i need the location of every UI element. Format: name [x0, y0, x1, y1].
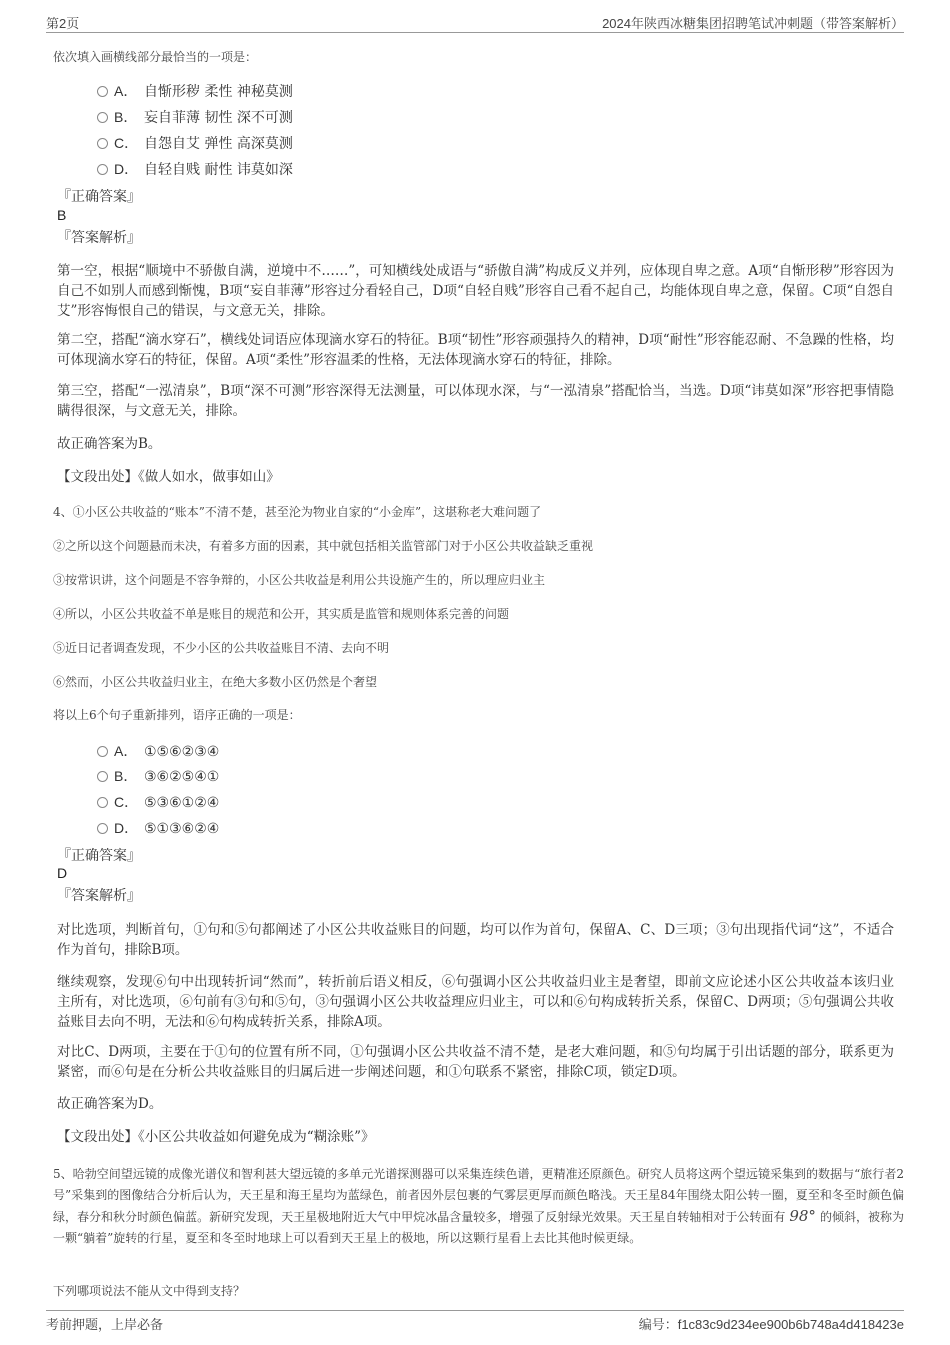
option-text: 妄自菲薄 韧性 深不可测	[144, 110, 293, 126]
header-rule	[46, 32, 904, 33]
q3-analysis-3: 第三空，搭配“一泓清泉”，B项“深不可测”形容深得无法测量，可以体现水深，与“一泓清泉”搭配恰当，当选。D项“讳莫如深”形容把事情隐瞒得很深，与文意无关，排除。	[57, 383, 894, 419]
q3-source: 【文段出处】《做人如水，做事如山》	[57, 469, 280, 485]
q4-analysis-heading: 『答案解析』	[57, 888, 141, 904]
option-text: 自轻自贱 耐性 讳莫如深	[144, 162, 293, 178]
option-key: C．	[114, 794, 139, 810]
q4-analysis-4: 故正确答案为D。	[57, 1096, 163, 1112]
q4-prompt: 将以上6个句子重新排列，语序正确的一项是：	[53, 708, 301, 722]
option-text: 自怨自艾 弹性 高深莫测	[144, 136, 293, 152]
q4-source: 【文段出处】《小区公共收益如何避免成为“糊涂账”》	[57, 1129, 375, 1145]
option-text: 自惭形秽 柔性 神秘莫测	[144, 84, 293, 100]
q4-analysis-1: 对比选项，判断首句，①句和⑤句都阐述了小区公共收益账目的问题，均可以作为首句，保留A、C、D三项；③句出现指代词“这”，不适合作为首句，排除B项。	[57, 922, 894, 958]
q3-analysis-4: 故正确答案为B。	[57, 436, 162, 452]
q4-option-b[interactable]	[97, 766, 219, 786]
option-key: D．	[114, 820, 139, 836]
q4-sentence-3: ③按常识讲，这个问题是不容争辩的，小区公共收益是利用公共设施产生的，所以理应归业主	[53, 573, 546, 587]
option-text: ①⑤⑥②③④	[144, 744, 220, 760]
radio-icon[interactable]	[97, 86, 108, 97]
q3-analysis-1: 第一空，根据“顺境中不骄傲自满，逆境中不……”，可知横线处成语与“骄傲自满”构成反义并列，应体现自卑之意。A项“自惭形秽”形容因为自己不如别人而感到惭愧，B项“妄自菲薄”形容过分看轻自己，D项“自轻自贱”形容自己看不起自己，均能体现自卑之意，保留。C项“自怨自艾”形容悔恨自己的错误，与文意无关，排除。	[57, 263, 894, 319]
q3-prompt: 依次填入画横线部分最恰当的一项是：	[53, 50, 258, 64]
q3-answer-heading: 『正确答案』	[57, 189, 141, 205]
q5-prompt: 下列哪项说法不能从文中得到支持？	[53, 1284, 246, 1298]
q4-sentence-4: ④所以，小区公共收益不单是账目的规范和公开，其实质是监管和规则体系完善的问题	[53, 607, 510, 621]
document-id: 编号：f1c83c9d234ee900b6b748a4d418423e	[638, 1317, 904, 1332]
option-text: ③⑥②⑤④①	[144, 769, 220, 785]
q4-answer: D	[57, 865, 68, 881]
footer-slogan: 考前押题，上岸必备	[46, 1317, 164, 1332]
document-title: 2024年陕西冰糖集团招聘笔试冲刺题（带答案解析）	[602, 16, 904, 31]
page-number: 第2页	[46, 16, 80, 31]
option-key: A．	[114, 83, 138, 99]
footer-rule	[46, 1310, 904, 1311]
q3-option-b[interactable]	[97, 107, 293, 127]
option-text: ⑤③⑥①②④	[144, 795, 220, 811]
radio-icon[interactable]	[97, 797, 108, 808]
tilt-angle: 98°	[789, 1207, 816, 1225]
radio-icon[interactable]	[97, 164, 108, 175]
option-key: D．	[114, 161, 139, 177]
q4-sentence-5: ⑤近日记者调查发现，不少小区的公共收益账目不清、去向不明	[53, 641, 390, 655]
q3-analysis-2: 第二空，搭配“滴水穿石”，横线处词语应体现滴水穿石的特征。B项“韧性”形容顽强持久的精神，D项“耐性”形容能忍耐、不急躁的性格，均可体现滴水穿石的特征，保留。A项“柔性”形容温柔的性格，无法体现滴水穿石的特征，排除。	[57, 332, 894, 368]
option-key: B．	[114, 768, 138, 784]
q3-analysis-heading: 『答案解析』	[57, 230, 141, 246]
radio-icon[interactable]	[97, 138, 108, 149]
radio-icon[interactable]	[97, 771, 108, 782]
q4-option-a[interactable]	[97, 741, 219, 761]
q4-option-d[interactable]	[97, 818, 219, 838]
q4-stem: 4、①小区公共收益的“账本”不清不楚，甚至沦为物业自家的“小金库”，这堪称老大难问题了	[53, 505, 542, 519]
option-key: B．	[114, 109, 138, 125]
q5-stem-text-cont: 的倾斜，被称为一颗“躺着”旋转的行星，夏至和冬至时地球上可以看到天王星上的极地，所以这颗行星看上去比其他时候更绿。	[53, 1210, 904, 1245]
q4-analysis-2: 继续观察，发现⑥句中出现转折词“然而”，转折前后语义相反，⑥句强调小区公共收益归业主是奢望，即前文应论述小区公共收益本该归业主所有，对比选项，⑥句前有③句和⑤句，③句强调小区公共收益理应归业主，可以和⑥句构成转折关系，保留C、D两项；⑤句强调公共收益账目去向不明，无法和⑥句构成转折关系，排除A项。	[57, 974, 894, 1030]
q4-answer-heading: 『正确答案』	[57, 848, 141, 864]
radio-icon[interactable]	[97, 823, 108, 834]
q4-sentence-6: ⑥然而，小区公共收益归业主，在绝大多数小区仍然是个奢望	[53, 675, 378, 689]
q4-option-c[interactable]	[97, 792, 219, 812]
q3-option-a[interactable]	[97, 81, 293, 101]
radio-icon[interactable]	[97, 746, 108, 757]
q5-stem	[53, 1164, 904, 1249]
q5-stem-text: 5、哈勃空间望远镜的成像光谱仪和智利甚大望远镜的多单元光谱探测器可以采集连续色谱，更精准还原颜色。研究人员将这两个望远镜采集到的数据与“旅行者2号”采集到的图像结合分析后认为，天王星和海王星均为蓝绿色，前者因外层包裹的气雾层更厚而颜色略浅。天王星84年围绕太阳公转一圈，夏至和冬至时颜色偏绿，春分和秋分时颜色偏蓝。新研究发现，天王星极地附近大气中甲烷冰晶含量较多，增强了反射绿光效果。天王星自转轴相对于公转面有	[53, 1167, 904, 1224]
option-key: C．	[114, 135, 139, 151]
option-text: ⑤①③⑥②④	[144, 821, 220, 837]
q3-option-c[interactable]	[97, 133, 293, 153]
q3-option-d[interactable]	[97, 159, 293, 179]
radio-icon[interactable]	[97, 112, 108, 123]
option-key: A．	[114, 743, 138, 759]
q3-answer: B	[57, 207, 67, 223]
q4-sentence-2: ②之所以这个问题悬而未决，有着多方面的因素，其中就包括相关监管部门对于小区公共收益缺乏重视	[53, 539, 594, 553]
q4-analysis-3: 对比C、D两项，主要在于①句的位置有所不同，①句强调小区公共收益不清不楚，是老大难问题，和⑤句均属于引出话题的部分，联系更为紧密，而⑥句是在分析公共收益账目的归属后进一步阐述问题，和①句联系不紧密，排除C项，锁定D项。	[57, 1044, 894, 1080]
